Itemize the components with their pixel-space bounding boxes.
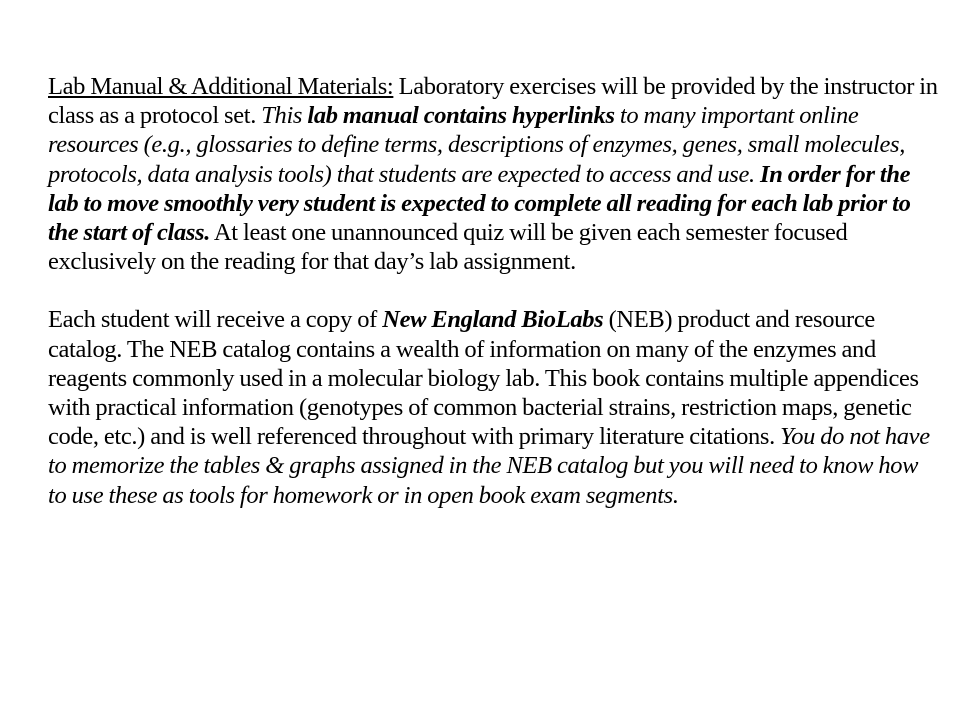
quiz-notice-text: At least one unannounced quiz will be given each semester focused exclusively on the reading for that day’s lab assignment. bbox=[48, 219, 848, 276]
neb-text-2: (NEB) product and resource catalog. The NEB catalog contains a wealth of information on many of the enzymes and reagents commonly used in a molecular biology lab. This book contains multiple appendices with practical information (genotypes of common bacterial strains, restriction maps, genetic code, etc.) and is well referenced throughout with primary literature citations. bbox=[48, 306, 919, 451]
lab-manual-text-2: This bbox=[261, 102, 308, 130]
lab-manual-hyperlinks-emphasis: lab manual contains hyperlinks bbox=[307, 102, 615, 130]
lab-manual-paragraph bbox=[48, 72, 938, 276]
neb-memorize-note: You do not have to memorize the tables & graphs assigned in the NEB catalog but you will need to know how to use these as tools for homework or in open book exam segments. bbox=[48, 423, 930, 509]
neb-name-emphasis: New England BioLabs bbox=[382, 306, 604, 334]
lab-manual-resources-text: to many important online resources (e.g., glossaries to define terms, descriptions of enzymes, genes, small molecules, protocols, data analysis tools) that students are expected to access and use. bbox=[48, 102, 905, 188]
neb-catalog-paragraph bbox=[48, 305, 938, 509]
lab-manual-heading: Lab Manual & Additional Materials: bbox=[48, 73, 394, 100]
body-text bbox=[48, 72, 938, 510]
neb-text-1: Each student will receive a copy of bbox=[48, 306, 383, 334]
reading-requirement-emphasis: In order for the lab to move smoothly very student is expected to complete all reading for each lab prior to the start of class. bbox=[48, 160, 911, 247]
lab-manual-text-1: Laboratory exercises will be provided by the instructor in class as a protocol set. bbox=[48, 73, 938, 130]
